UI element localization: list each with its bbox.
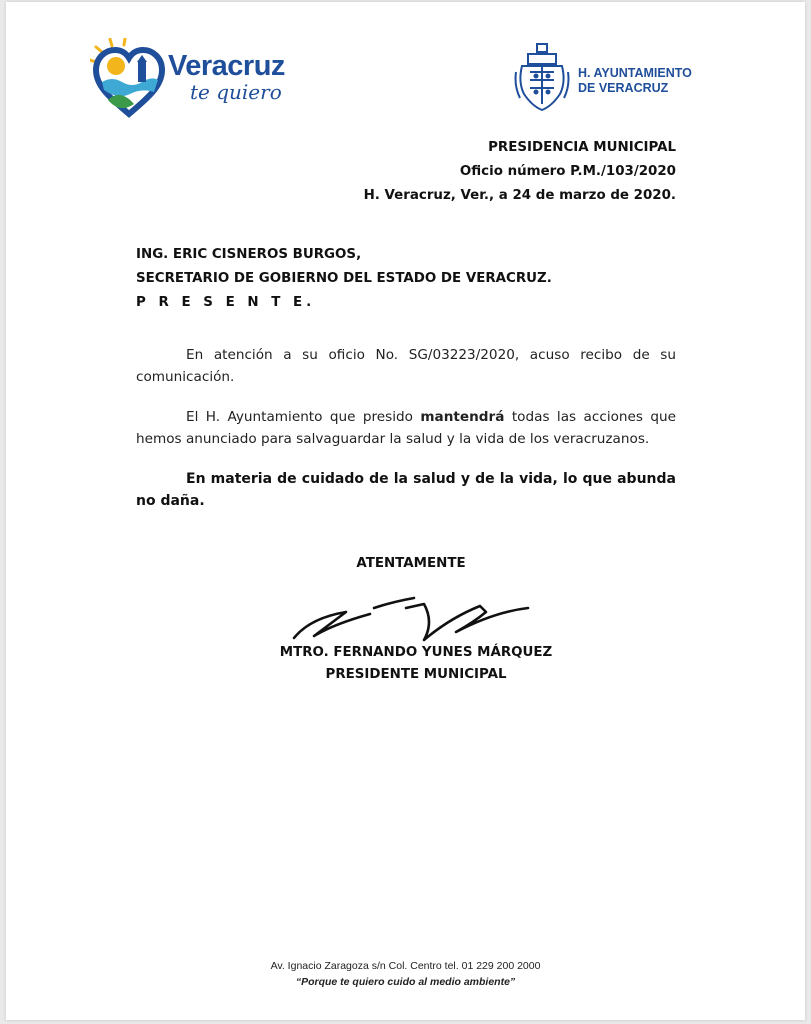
ayuntamiento-logo	[514, 42, 724, 114]
ayuntamiento-name	[578, 66, 692, 96]
ayuntamiento-line2: DE VERACRUZ	[578, 81, 669, 95]
signer-block	[226, 642, 606, 686]
paragraph-2-text-after: todas las acciones que hemos anunciado para salvaguardar la salud y la vida de los veracruzanos.	[136, 409, 676, 447]
closing-salutation: ATENTAMENTE	[356, 556, 466, 571]
addressee-block	[136, 243, 552, 315]
letter-page	[6, 2, 805, 1020]
body-paragraph-3	[136, 468, 676, 512]
paragraph-1-text: En atención a su oficio No. SG/03223/2020, acuso recibo de su comunicación.	[136, 347, 676, 385]
brand-tagline: te quiero	[190, 80, 282, 104]
place-date: H. Veracruz, Ver., a 24 de marzo de 2020.	[363, 188, 676, 203]
signer-title: PRESIDENTE MUNICIPAL	[325, 667, 507, 682]
paragraph-3-text: En materia de cuidado de la salud y de la vida, lo que abunda no daña.	[136, 471, 676, 509]
reference-number: Oficio número P.M./103/2020	[459, 164, 676, 179]
body-paragraph-1	[136, 344, 676, 388]
presente-line: P R E S E N T E.	[136, 295, 316, 310]
signer-name: MTRO. FERNANDO YUNES MÁRQUEZ	[279, 645, 553, 660]
heart-emblem-icon	[90, 38, 168, 118]
letter-reference-block	[364, 136, 676, 208]
footer-address: Av. Ignacio Zaragoza s/n Col. Centro tel. 01 229 200 2000	[270, 960, 541, 972]
brand-name: Veracruz	[168, 50, 285, 82]
veracruz-te-quiero-logo	[90, 38, 290, 120]
footer-motto: “Porque te quiero cuido al medio ambiente”	[295, 976, 516, 988]
addressee-title: SECRETARIO DE GOBIERNO DEL ESTADO DE VERACRUZ.	[136, 271, 552, 286]
ayuntamiento-line1: H. AYUNTAMIENTO	[578, 66, 692, 80]
page-footer	[6, 958, 805, 990]
paragraph-2-bold: mantendrá	[420, 409, 505, 425]
addressee-name: ING. ERIC CISNEROS BURGOS,	[136, 247, 362, 262]
office-name: PRESIDENCIA MUNICIPAL	[488, 140, 676, 155]
paragraph-2-text-before: El H. Ayuntamiento que presido	[186, 409, 421, 425]
coat-of-arms-icon	[514, 42, 570, 112]
body-paragraph-2	[136, 406, 676, 450]
